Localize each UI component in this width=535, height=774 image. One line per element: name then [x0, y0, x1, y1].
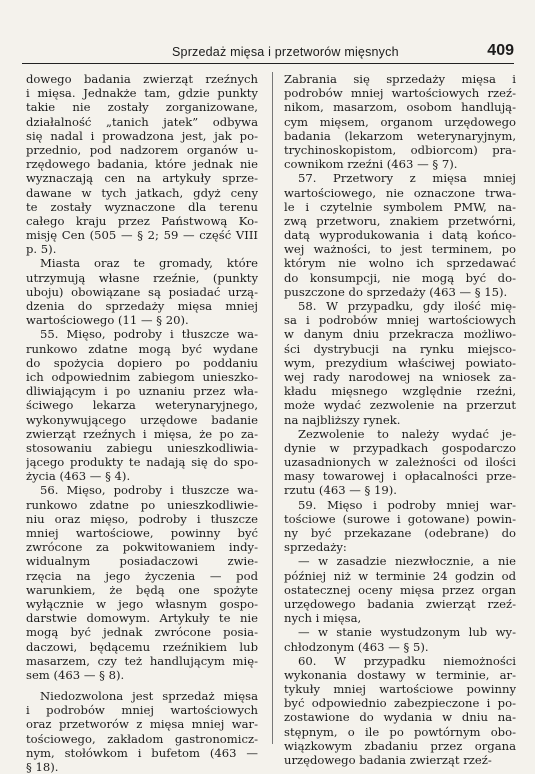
paragraph-gap [26, 682, 258, 689]
text-line: ostatecznej oceny mięsa przez organ [284, 582, 516, 597]
text-line: puszczone do sprzedaży (463 — § 15). [284, 284, 508, 299]
text-line: uboju) obowiązane są posiadać urzą- [26, 284, 258, 299]
text-line: § 18). [26, 760, 59, 774]
text-line: nym, stołówkom i bufetom (463 — [26, 745, 258, 760]
text-line: uzasadnionych w zależności od ilości [284, 455, 516, 470]
text-line: nych i mięsa, [284, 611, 362, 626]
text-line: oraz przetworów z mięsa mniej war- [26, 717, 258, 732]
text-line: tościowe (surowe i gotowane) powin- [284, 511, 516, 526]
text-line: daczowi, będącemu rzeźnikiem lub [26, 639, 258, 654]
text-line: jącego produkty te nadają się do spo- [26, 455, 258, 470]
paragraph [284, 171, 516, 299]
text-line: misję Cen (505 — § 2; 59 — część VIII [26, 228, 258, 243]
text-line: sem (463 — § 8). [26, 667, 125, 682]
text-line: — w stanie wystudzonym lub wy- [298, 625, 516, 640]
text-line: badania (lekarzom weterynaryjnym, [284, 128, 516, 143]
text-line: le i czytelnie symbolem PMW, na- [284, 199, 516, 214]
paragraph [284, 625, 516, 653]
column-divider [272, 72, 273, 744]
paragraph [284, 427, 516, 498]
text-line: takie nie zostały zorganizowane, [26, 100, 258, 115]
text-line: cym mięsem, organom urzędowego [284, 114, 516, 129]
text-line: p. 5). [26, 242, 57, 257]
text-line: rzędowego badania, które jednak nie [26, 157, 258, 172]
text-line: ich odpowiednim zabiegom unieszko- [26, 369, 258, 384]
text-line: działalność „tanich jatek” odbywa [26, 114, 258, 129]
paragraph [26, 256, 258, 327]
text-line: wej ważności, to jest terminem, po [284, 242, 516, 257]
text-line: 58. W przypadku, gdy ilość mię- [298, 299, 516, 313]
text-line: masy towarowej i opłacalności prze- [284, 469, 516, 484]
text-line: zwrócone za pokwitowaniem indy- [26, 540, 258, 555]
text-line: niu oraz mięso, podroby i tłuszcze [26, 511, 258, 526]
text-line: tościowego, zakładom gastronomicz- [26, 731, 258, 746]
text-line: wyłącznie w jego własnym gospo- [26, 596, 258, 611]
text-line: może wydać zezwolenie na przerzut [284, 398, 516, 413]
text-line: później niż w terminie 24 godzin od [284, 568, 516, 583]
text-line: mogą być jednak zwrócone posia- [26, 625, 258, 640]
text-line: wartościowego (11 — § 20). [26, 313, 189, 328]
text-line: chłodzonym (463 — § 5). [284, 639, 429, 654]
text-line: do konsumpcji, nie mogą być do- [284, 270, 516, 285]
text-line: całego kraju przez Państwową Ko- [26, 213, 258, 228]
text-line: zwą przetworu, znakiem przetwórni, [284, 213, 516, 228]
text-line: wym, prezydium właściwej powiato- [284, 355, 516, 370]
paragraph [284, 554, 516, 625]
text-line: urzędowego badania zwierząt rzeź- [284, 596, 516, 611]
text-line: Zabrania się sprzedaży mięsa i [284, 72, 516, 86]
text-line: utrzymują własne rzeźnie, (punkty [26, 270, 258, 285]
right-column [284, 72, 516, 767]
text-line: ny być przekazane (odebrane) do [284, 526, 516, 540]
text-line: być odpowiednio zabezpieczone i po- [284, 696, 516, 711]
text-line: wykonywującego urzędowe badanie [26, 412, 258, 427]
text-line: życia (463 — § 4). [26, 469, 131, 484]
text-line: 59. Mięso i podroby mniej war- [298, 497, 516, 512]
text-line: datą wyprodukowania i datą końco- [284, 228, 516, 243]
text-line: wiązkowym zbadaniu przez organa [284, 738, 516, 753]
text-line: rzutu (463 — § 19). [284, 483, 397, 498]
paragraph [26, 327, 258, 483]
text-line: runkowo zdatne mogą być wydane [26, 341, 258, 356]
text-line: do spożycia dopiero po poddaniu [26, 355, 258, 370]
text-line: warunkiem, że będą one spożyte [26, 582, 258, 597]
paragraph [284, 72, 516, 171]
text-line: Niedozwolona jest sprzedaż mięsa [40, 689, 258, 704]
running-header [22, 40, 514, 64]
text-line: dliwiającym i po uznaniu przez wła- [26, 384, 258, 399]
paragraph [26, 483, 258, 682]
text-line: podrobów mniej wartościowych rzeź- [284, 86, 516, 101]
text-line: sa i podrobów mniej wartościowych [284, 313, 516, 328]
page-number: 409 [487, 42, 514, 59]
text-line: ści dystrybucji na rynku miejsco- [284, 341, 516, 356]
text-line: wej rady narodowej na wniosek za- [284, 369, 516, 384]
text-line: 56. Mięso, podroby i tłuszcze wa- [40, 483, 258, 498]
text-line: zwierząt rzeźnych i mięsa, że po za- [26, 426, 258, 441]
text-line: te zostały wyznaczone dla terenu [26, 199, 258, 214]
text-line: dynie w przypadkach gospodarczo [284, 440, 516, 455]
text-line: przednio, pod nadzorem organów u- [26, 142, 258, 157]
text-line: wykonania dostawy w terminie, ar- [284, 667, 516, 682]
text-line: dawane w tych jatkach, gdyż ceny [26, 185, 258, 200]
text-line: mniej wartościowe, powinny być [26, 526, 258, 540]
text-line: dowego badania zwierząt rzeźnych [26, 72, 258, 86]
text-line: cownikom rzeźni (463 — § 7). [284, 157, 458, 172]
text-line: runkowo zdatne po unieszkodliwie- [26, 497, 258, 512]
text-line: stosowaniu zabiegu unieszkodliwia- [26, 440, 258, 455]
running-title: Sprzedaż mięsa i przetworów mięsnych [172, 45, 399, 59]
text-line: 55. Mięso, podroby i tłuszcze wa- [40, 327, 258, 342]
text-line: zostawione do wydania w dniu na- [284, 710, 516, 725]
text-line: którym nie wolno ich sprzedawać [284, 256, 516, 271]
text-line: nikom, masarzom, osobom handlują- [284, 100, 516, 115]
text-line: widualnym posiadaczowi zwie- [26, 554, 258, 569]
paragraph [26, 72, 258, 256]
text-line: rzęcia na jego życzenia — pod [26, 568, 258, 583]
text-line: dzenia do sprzedaży mięsa mniej [26, 299, 258, 313]
text-line: 57. Przetwory z mięsa mniej [298, 171, 516, 186]
text-line: w danym dniu przekracza możliwo- [284, 327, 516, 342]
left-column [26, 72, 258, 774]
text-line: Zezwolenie to należy wydać je- [298, 426, 516, 441]
text-line: ściwego lekarza weterynaryjnego, [26, 398, 258, 413]
text-line: i mięsa. Jednakże tam, gdzie punkty [26, 86, 258, 101]
text-line: wyznaczają cen na artykuły sprze- [26, 171, 258, 186]
paragraph [284, 654, 516, 768]
paragraph [284, 299, 516, 427]
text-line: i podrobów mniej wartościowych [26, 703, 258, 718]
text-line: kładu mięsnego względnie rzeźni, [284, 384, 516, 399]
paragraph [26, 689, 258, 774]
text-line: na najbliższy rynek. [284, 412, 401, 427]
text-line: 60. W przypadku niemożności [298, 653, 516, 668]
text-line: tykuły mniej wartościowe powinny [284, 682, 516, 697]
text-line: wartościowego, nie oznaczone trwa- [284, 185, 516, 200]
paragraph [284, 498, 516, 555]
text-line: urzędowego badania zwierząt rzeź- [284, 753, 492, 767]
text-line: się nadal i prowadzona jest, jak po- [26, 128, 258, 143]
text-line: — w zasadzie niezwłocznie, a nie [298, 554, 516, 569]
text-line: Miasta oraz te gromady, które [40, 256, 258, 271]
text-line: sprzedaży: [284, 540, 347, 555]
text-line: darstwie domowym. Artykuły te nie [26, 611, 258, 626]
text-line: masarzem, czy też handlującym mię- [26, 653, 258, 668]
text-line: stępnym, o ile po powtórnym obo- [284, 724, 516, 739]
text-line: trychinoskopistom, odbiorcom) pra- [284, 142, 516, 157]
header-rule [22, 63, 514, 64]
